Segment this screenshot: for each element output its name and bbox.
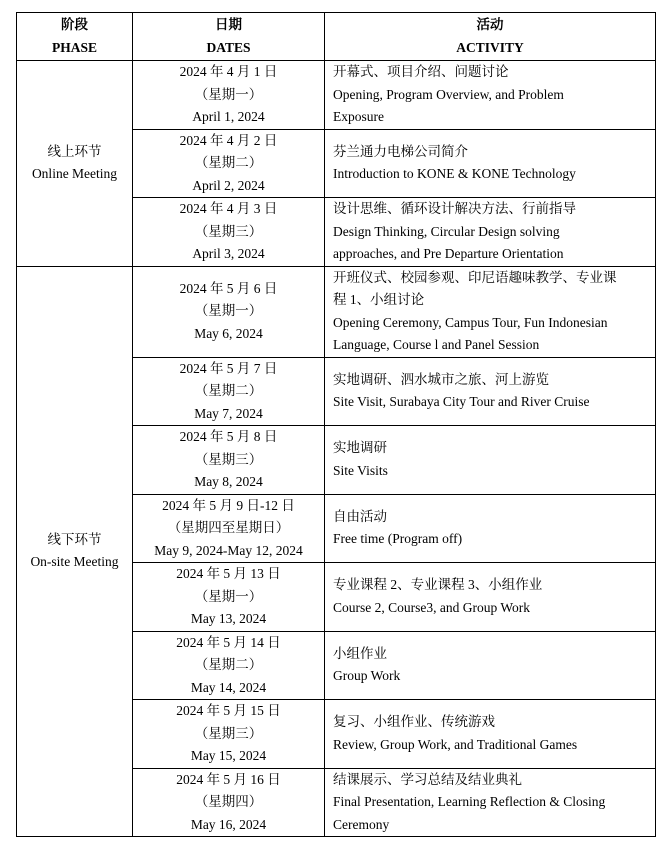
- header-phase: [17, 13, 133, 61]
- date-cell: [133, 563, 325, 632]
- phase-onsite-en: On-site Meeting: [30, 554, 119, 570]
- date-en: May 6, 2024: [194, 325, 263, 341]
- activity-line: Site Visits: [333, 462, 388, 478]
- activity-line: Site Visit, Surabaya City Tour and River Cruise: [333, 394, 590, 410]
- date-cn: 2024 年 4 月 2 日: [179, 132, 278, 148]
- activity-cell: [325, 198, 656, 267]
- date-weekday: （星期一）: [194, 303, 263, 319]
- activity-line: Opening Ceremony, Campus Tour, Fun Indonesian: [333, 314, 608, 330]
- activity-line: 程 1、小组讨论: [333, 292, 425, 307]
- date-weekday: （星期二）: [194, 155, 263, 170]
- date-cell: [133, 61, 325, 130]
- header-activity-cn: 活动: [476, 17, 504, 32]
- activity-line: 开幕式、项目介绍、问题讨论: [333, 64, 509, 79]
- date-en: May 16, 2024: [190, 816, 267, 832]
- date-weekday: （星期一）: [194, 86, 263, 102]
- date-weekday: （星期四至星期日）: [167, 520, 290, 535]
- date-weekday: （星期四）: [194, 794, 263, 809]
- date-weekday: （星期二）: [194, 383, 263, 398]
- date-weekday: （星期一）: [194, 588, 263, 604]
- date-weekday: （星期三）: [194, 223, 263, 239]
- phase-online-cn: 线上环节: [47, 143, 102, 159]
- header-phase-en: PHASE: [51, 39, 97, 55]
- activity-line: Course 2, Course3, and Group Work: [333, 599, 531, 615]
- date-en: May 9, 2024-May 12, 2024: [154, 542, 303, 558]
- date-en: April 1, 2024: [192, 109, 265, 124]
- date-cell: [133, 631, 325, 700]
- date-cn: 2024 年 5 月 13 日: [176, 566, 281, 581]
- date-cell: [133, 198, 325, 267]
- activity-line: Opening, Program Overview, and Problem: [333, 86, 564, 102]
- activity-cell: [325, 61, 656, 130]
- date-en: May 7, 2024: [194, 405, 263, 421]
- activity-line: 复习、小组作业、传统游戏: [333, 714, 495, 730]
- activity-cell: [325, 129, 656, 198]
- header-activity: [325, 13, 656, 61]
- activity-line: 设计思维、循环设计解决方法、行前指导: [333, 201, 576, 216]
- date-cell: [133, 494, 325, 563]
- header-row: [17, 13, 656, 61]
- header-dates: [133, 13, 325, 61]
- date-cell: [133, 700, 325, 769]
- phase-online: [17, 61, 133, 267]
- activity-line: Group Work: [333, 668, 401, 684]
- date-cell: [133, 266, 325, 357]
- header-dates-en: DATES: [206, 39, 251, 55]
- activity-line: 实地调研、泗水城市之旅、河上游览: [333, 371, 549, 387]
- date-cell: [133, 129, 325, 198]
- activity-cell: [325, 563, 656, 632]
- activity-line: Final Presentation, Learning Reflection & Closing: [333, 794, 606, 809]
- date-cn: 2024 年 5 月 9 日-12 日: [162, 497, 295, 513]
- date-en: May 13, 2024: [190, 611, 267, 626]
- activity-cell: [325, 266, 656, 357]
- activity-cell: [325, 768, 656, 837]
- date-cn: 2024 年 5 月 8 日: [179, 429, 278, 444]
- activity-cell: [325, 700, 656, 769]
- date-cn: 2024 年 5 月 7 日: [179, 360, 278, 376]
- date-cn: 2024 年 4 月 3 日: [179, 201, 278, 216]
- activity-line: 结课展示、学习总结及结业典礼: [333, 771, 522, 787]
- activity-line: Language, Course l and Panel Session: [333, 337, 540, 352]
- activity-line: Introduction to KONE & KONE Technology: [333, 166, 576, 182]
- date-en: May 14, 2024: [190, 679, 267, 695]
- date-cn: 2024 年 5 月 14 日: [176, 634, 281, 650]
- date-cn: 2024 年 5 月 15 日: [176, 703, 281, 718]
- schedule-body: [17, 61, 656, 837]
- activity-cell: [325, 357, 656, 426]
- table-row: [17, 266, 656, 357]
- date-weekday: （星期三）: [194, 451, 263, 467]
- activity-line: approaches, and Pre Departure Orientation: [333, 246, 564, 261]
- activity-line: 实地调研: [333, 440, 387, 456]
- table-row: [17, 61, 656, 130]
- header-phase-cn: 阶段: [61, 17, 88, 32]
- activity-line: Review, Group Work, and Traditional Games: [333, 736, 578, 752]
- date-weekday: （星期二）: [194, 657, 263, 672]
- activity-line: Exposure: [333, 109, 384, 124]
- header-dates-cn: 日期: [215, 17, 242, 32]
- phase-onsite-cn: 线下环节: [47, 531, 102, 547]
- activity-line: Design Thinking, Circular Design solving: [333, 223, 560, 239]
- date-cn: 2024 年 5 月 16 日: [176, 771, 281, 787]
- activity-line: 芬兰通力电梯公司简介: [333, 143, 468, 159]
- date-cell: [133, 768, 325, 837]
- phase-onsite: [17, 266, 133, 837]
- date-weekday: （星期三）: [194, 725, 263, 741]
- activity-cell: [325, 631, 656, 700]
- activity-line: Ceremony: [333, 816, 390, 832]
- date-en: April 3, 2024: [192, 246, 265, 261]
- date-en: May 15, 2024: [190, 748, 267, 763]
- activity-line: 小组作业: [333, 645, 387, 661]
- date-cell: [133, 426, 325, 495]
- activity-line: 专业课程 2、专业课程 3、小组作业: [333, 577, 543, 593]
- activity-cell: [325, 494, 656, 563]
- phase-online-en: Online Meeting: [31, 166, 118, 182]
- activity-line: 自由活动: [333, 508, 387, 524]
- date-en: April 2, 2024: [192, 177, 265, 193]
- activity-line: 开班仪式、校园参观、印尼语趣味教学、专业课: [333, 269, 617, 285]
- date-en: May 8, 2024: [194, 474, 263, 489]
- date-cn: 2024 年 4 月 1 日: [179, 64, 278, 79]
- activity-line: Free time (Program off): [333, 531, 463, 547]
- date-cell: [133, 357, 325, 426]
- date-cn: 2024 年 5 月 6 日: [179, 280, 278, 296]
- header-activity-en: ACTIVITY: [456, 39, 524, 55]
- activity-cell: [325, 426, 656, 495]
- schedule-table: [16, 12, 656, 837]
